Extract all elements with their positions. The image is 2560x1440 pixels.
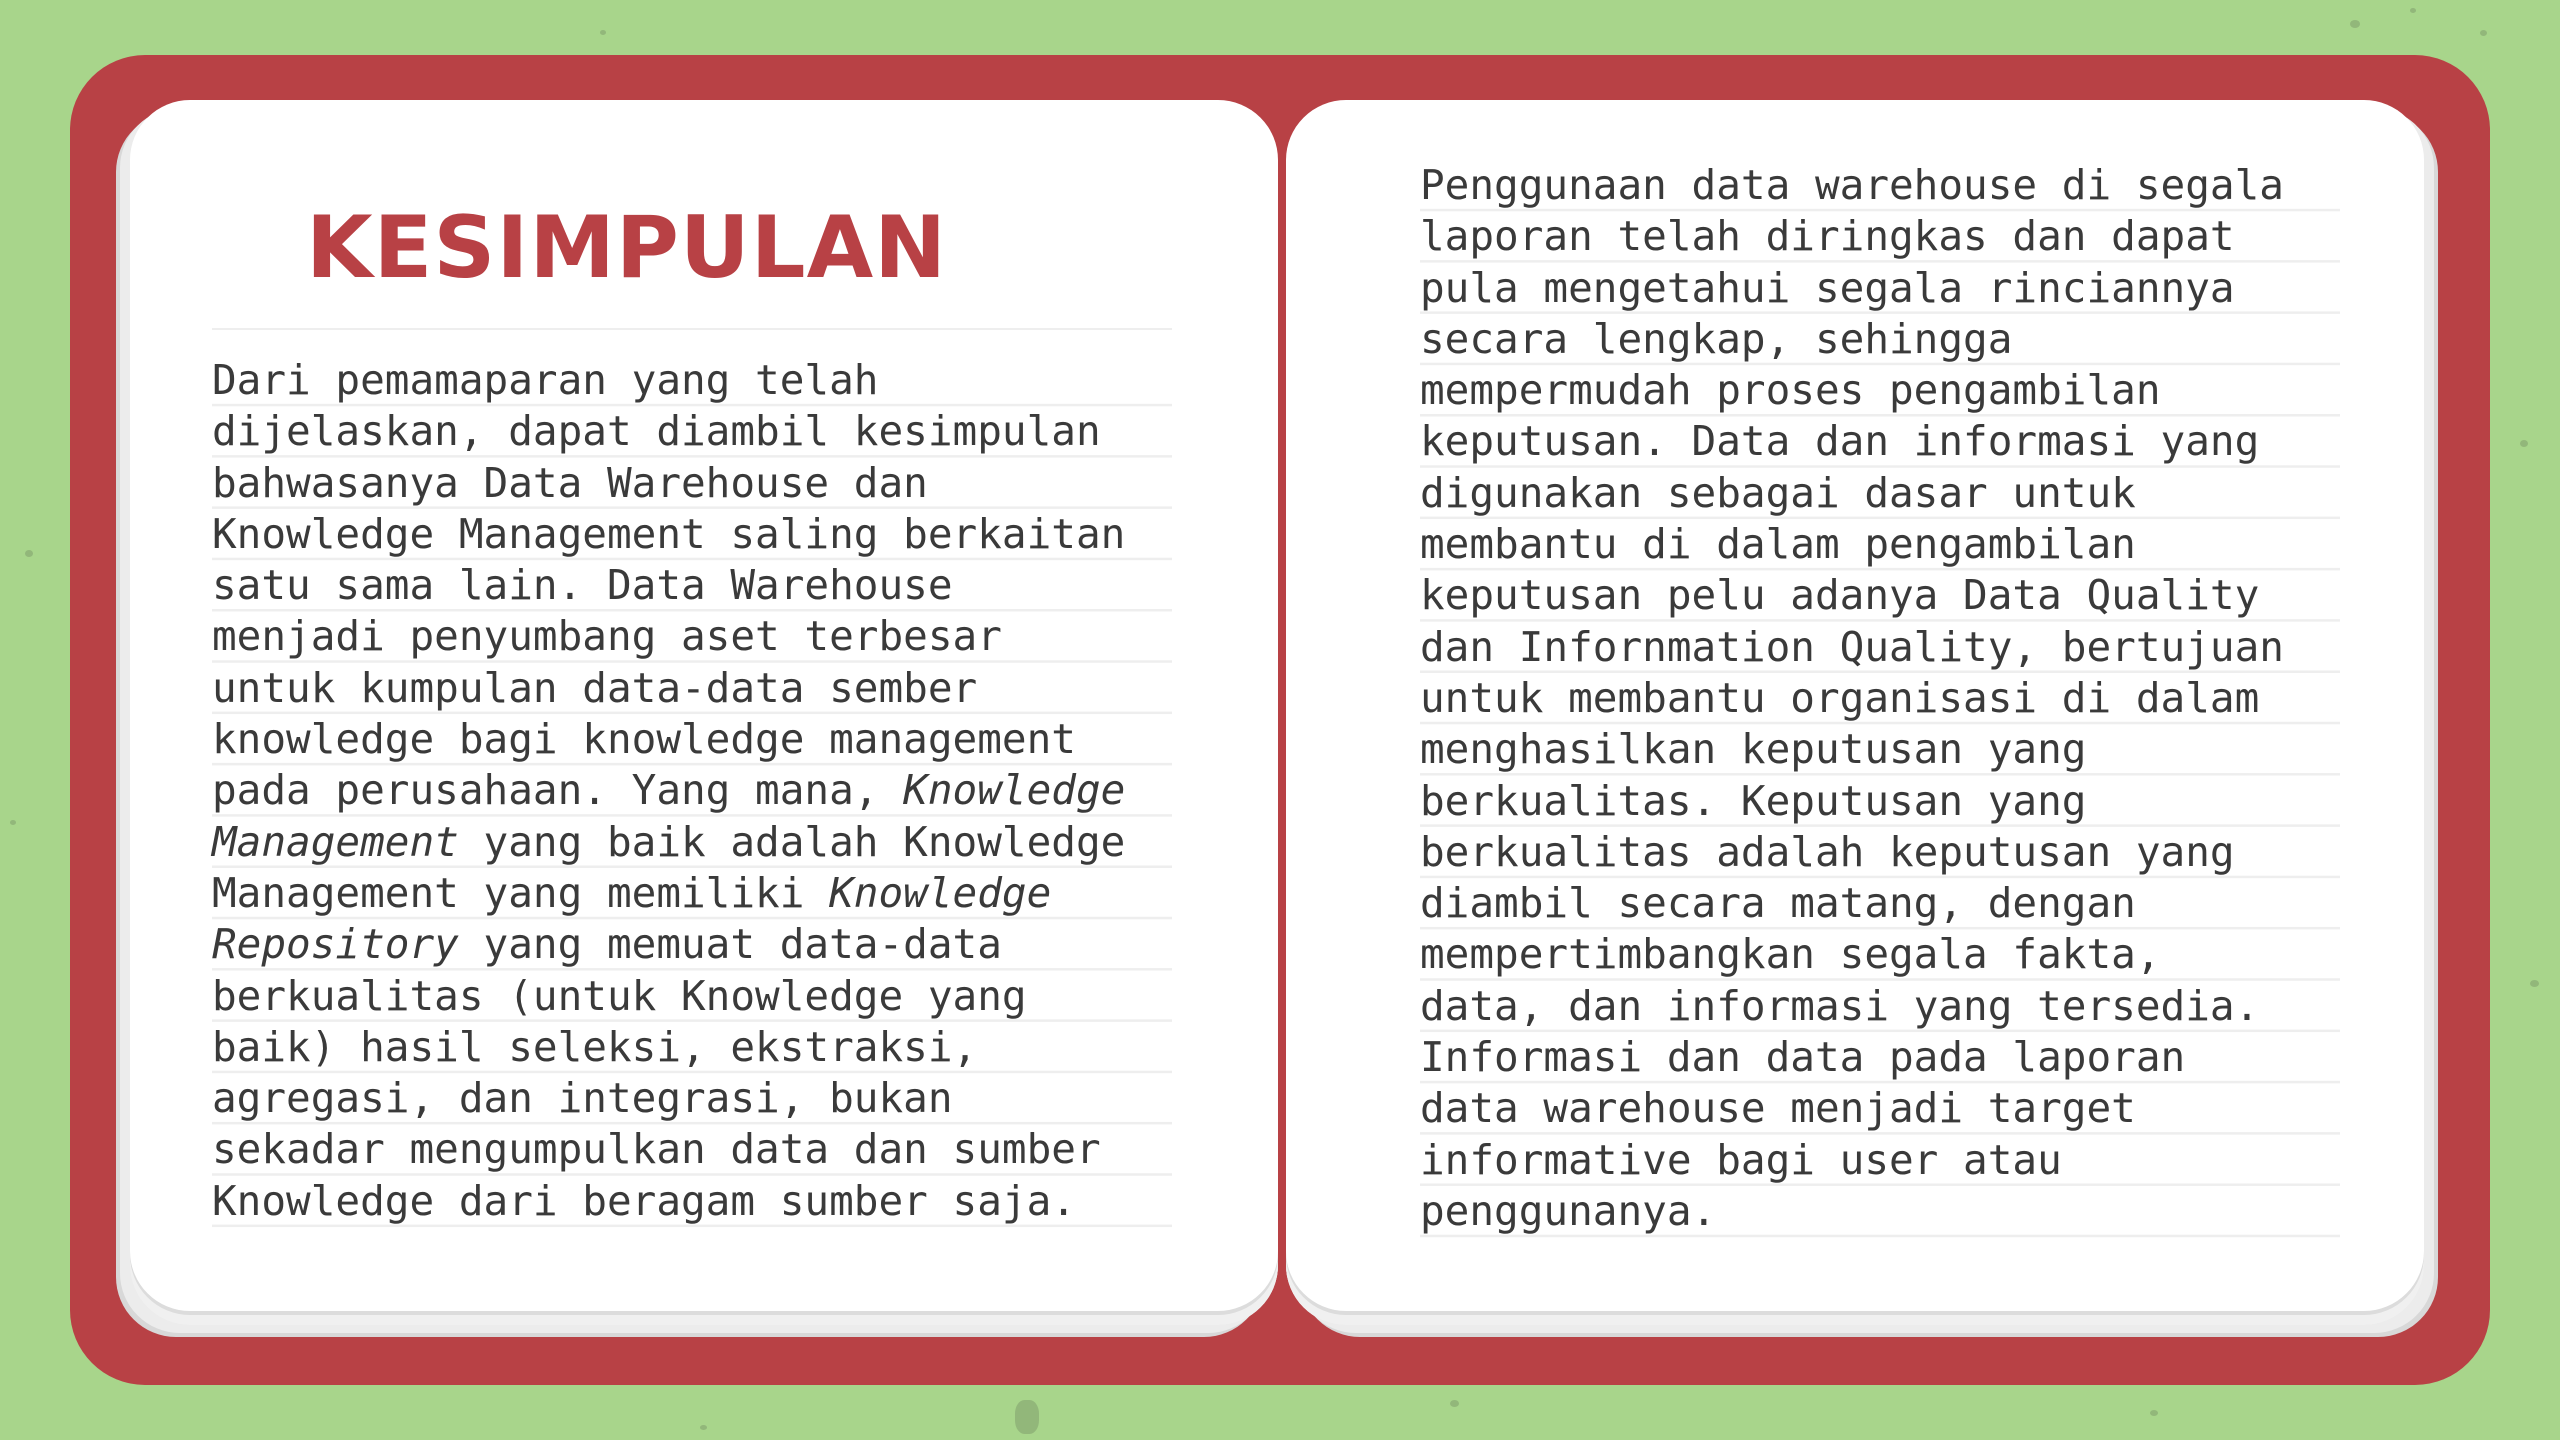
- background-speck: [600, 30, 606, 35]
- page-rule: [212, 328, 1172, 330]
- text-segment-italic: Knowledge Management: [212, 766, 1126, 866]
- background-speck: [10, 820, 16, 825]
- background-speck: [2410, 8, 2416, 13]
- background-speck: [1450, 1400, 1459, 1407]
- background-speck: [700, 1425, 707, 1430]
- background-speck: [2530, 980, 2539, 987]
- background-speck: [2520, 440, 2528, 447]
- background-speck: [25, 550, 33, 557]
- text-segment: yang memuat data-data berkualitas (untuk Knowledge yang baik) hasil seleksi, ekstraksi, agregasi, dan integrasi, bukan sekadar mengumpulkan data dan sumber Knowledge dari beragam sumber saja.: [212, 920, 1101, 1225]
- text-segment-italic: Knowledge Repository: [212, 868, 1052, 969]
- background-speck: [2480, 30, 2487, 36]
- text-segment: Dari pemamaparan yang telah dijelaskan, dapat diambil kesimpulan bahwasanya Data Warehouse dan Knowledge Management saling berkaitan satu sama lain. Data Warehouse menjadi penyumbang aset terbesar untuk kumpulan data-data sember knowledge bagi knowledge management pada perusahaan. Yang mana,: [212, 356, 1126, 815]
- left-page-text: [212, 355, 1172, 1230]
- background-speck: [2150, 1410, 2158, 1416]
- background-speck: [1015, 1400, 1039, 1434]
- page-title: KESIMPULAN: [306, 198, 948, 298]
- background-speck: [2350, 20, 2360, 28]
- right-page-text: Penggunaan data warehouse di segala laporan telah diringkas dan dapat pula mengetahui segala rinciannya secara lengkap, sehingga mempermudah proses pengambilan keputusan. Data dan informasi yang digunakan sebagai dasar untuk membantu di dalam pengambilan keputusan pelu adanya Data Quality dan Infornmation Quality, bertujuan untuk membantu organisasi di dalam menghasilkan keputusan yang berkualitas. Keputusan yang berkualitas adalah keputusan yang diambil secara matang, dengan mempertimbangkan segala fakta, data, dan informasi yang tersedia. Informasi dan data pada laporan data warehouse menjadi target informative bagi user atau penggunanya.: [1420, 160, 2340, 1245]
- text-segment: yang baik adalah Knowledge Management yang memiliki: [212, 817, 1126, 917]
